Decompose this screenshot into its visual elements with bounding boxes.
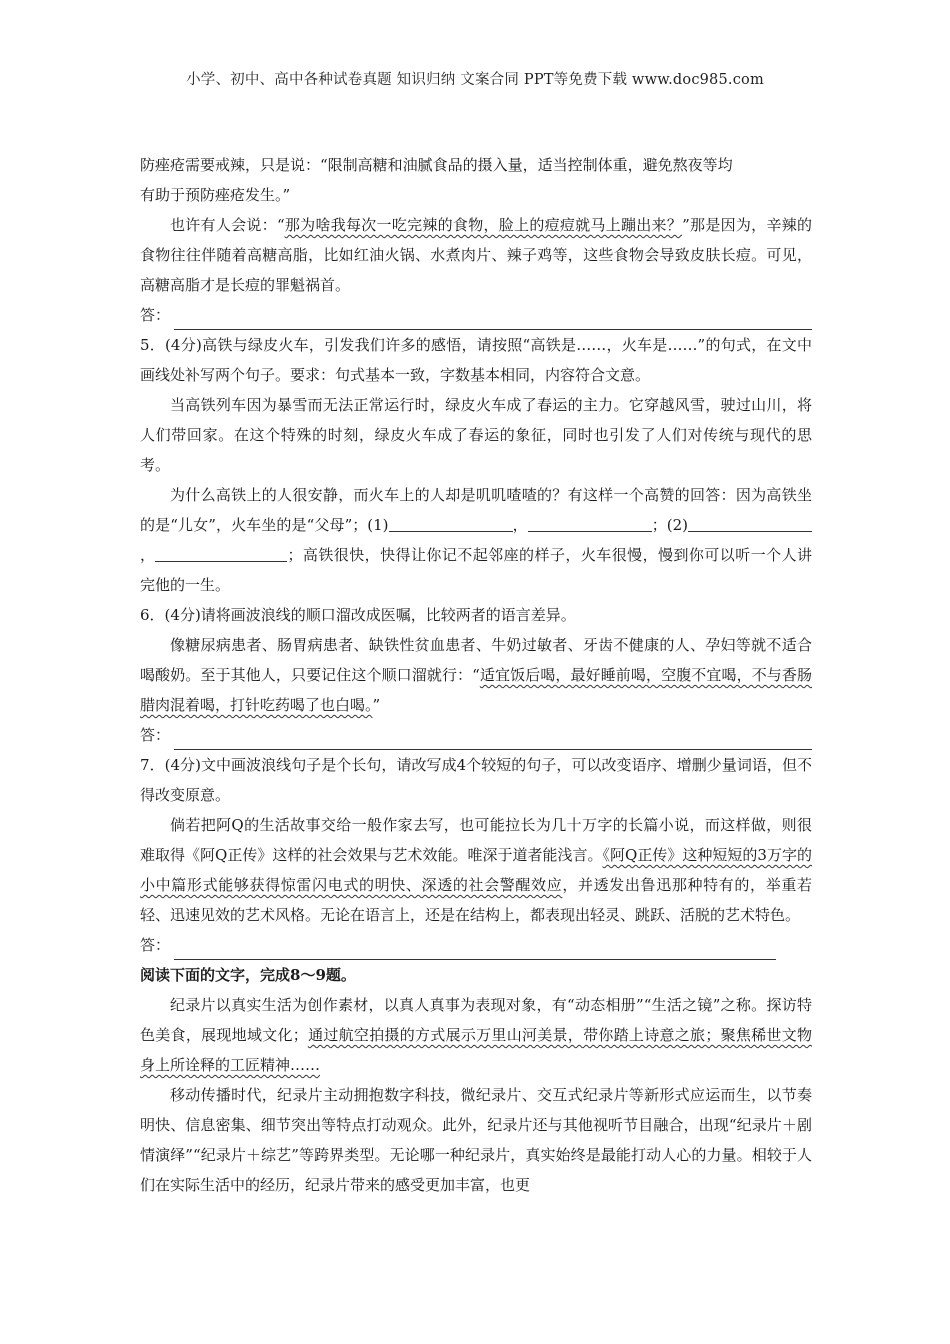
text-span: 倘若把阿Q的生活故事交给一般作家去写，也可能拉长为几十万字的长篇小说，而这样做，则很难取得《阿Q正传》这样的社会效果与艺术效能。唯深于道者能浅言。 [140,816,812,864]
question-6-stem: 6．(4分)请将画波浪线的顺口溜改成医嘱，比较两者的语言差异。 [140,606,576,624]
text-span: ”那是因为，辛辣的食物往往伴随着高糖高脂，比如红油火锅、水煮肉片、辣子鸡等，这些食物会导致皮肤长痘。可见，高糖高脂才是长痘的罪魁祸首。 [140,216,812,294]
fill-blank-1b[interactable] [528,515,652,532]
paragraph-acne-continued [140,150,812,210]
text-span: 也许有人会说：“ [170,216,285,234]
text-span: ，并透发出鲁迅那种特有的，举重若轻、迅速见效的艺术风格。无论在语言上，还是在结构上，都表现出轻灵、跳跃、活脱的艺术特色。 [140,876,812,924]
text-span: ；(2) [651,516,688,534]
question-5-passage-1: 当高铁列车因为暴雪而无法正常运行时，绿皮火车成了春运的主力。它穿越风雪，驶过山川，将人们带回家。在这个特殊的时刻，绿皮火车成了春运的象征，同时也引发了人们对传统与现代的思考。 [140,396,812,474]
answer-line[interactable] [140,930,776,960]
text-span: 为什么高铁上的人很安静，而火车上的人却是叽叽喳喳的？有这样一个高赞的回答：因为高铁坐的是“儿女”，火车坐的是“父母”；(1) [140,486,812,534]
answer-blank[interactable] [174,939,776,960]
text-span: ， [140,546,156,564]
text-span: ；高铁很快，快得让你记不起邻座的样子，火车很慢，慢到你可以听一个人讲完他的一生。 [140,546,812,594]
question-5-stem: 5．(4分)高铁与绿皮火车，引发我们许多的感悟，请按照“高铁是……，火车是……”的句式，在文中画线处补写两个句子。要求：句式基本一致，字数基本相同，内容符合文意。 [140,336,812,384]
fill-blank-1a[interactable] [389,515,513,532]
fill-blank-2a[interactable] [688,515,812,532]
text-span: 纪录片以真实生活为创作素材，以真人真事为表现对象，有“动态相册”“生活之镜”之称。探访特色美食，展现地域文化； [140,996,812,1044]
wavy-underlined-long-sentence: 《阿Q正传》这种短短的3万字的小中篇形式能够获得惊雷闪电式的明快、深透的社会警醒效应 [140,846,812,894]
answer-line[interactable] [140,720,812,750]
documentary-paragraph-2: 移动传播时代，纪录片主动拥抱数字科技，微纪录片、交互式纪录片等新形式应运而生，以节奏明快、信息密集、细节突出等特点打动观众。此外，纪录片还与其他视听节目融合，出现“纪录片＋剧情演绎”“纪录片＋综艺”等跨界类型。无论哪一种纪录片，真实始终是最能打动人心的力量。相较于人们在实际生活中的经历，纪录片带来的感受更加丰富，也更 [140,1086,812,1194]
question-5-passage-2 [140,480,812,600]
answer-label: 答： [140,726,171,744]
reading-section-intro: 阅读下面的文字，完成8～9题。 [140,966,356,984]
wavy-underlined-sentence: 那为啥我每次一吃完辣的食物，脸上的痘痘就马上蹦出来？ [284,216,683,234]
question-7-passage [140,810,812,930]
fill-blank-2b[interactable] [155,545,287,562]
paragraph-acne-question [140,210,812,300]
answer-label: 答： [140,306,171,324]
wavy-underlined-sentence: 通过航空拍摄的方式展示万里山河美景，带你踏上诗意之旅；聚焦稀世文物身上所诠释的工匠精神…… [140,1026,812,1074]
answer-blank[interactable] [174,309,812,330]
wavy-underlined-jingle: 适宜饭后喝，最好睡前喝，空腹不宜喝，不与香肠腊肉混着喝，打针吃药喝了也白喝。 [140,666,812,714]
question-7-stem: 7．(4分)文中画波浪线句子是个长句，请改写成4个较短的句子，可以改变语序、增删少量词语，但不得改变原意。 [140,756,812,804]
answer-blank[interactable] [174,729,812,750]
question-6-passage [140,630,812,720]
text-line: 有助于预防痤疮发生。” [140,186,291,204]
answer-line[interactable] [140,300,812,330]
document-content [140,150,812,1200]
documentary-paragraph-1 [140,990,812,1080]
text-span: ， [512,516,528,534]
page-header: 小学、初中、高中各种试卷真题 知识归纳 文案合同 PPT等免费下载 www.doc985.com [186,72,764,88]
text-span: 像糖尿病患者、肠胃病患者、缺铁性贫血患者、牛奶过敏者、牙齿不健康的人、孕妇等就不适合喝酸奶。至于其他人，只要记住这个顺口溜就行：“ [140,636,812,684]
answer-label: 答： [140,936,171,954]
text-line: 防痤疮需要戒辣，只是说：“限制高糖和油腻食品的摄入量，适当控制体重，避免熬夜等均 [140,156,733,174]
text-span: ” [372,696,381,714]
